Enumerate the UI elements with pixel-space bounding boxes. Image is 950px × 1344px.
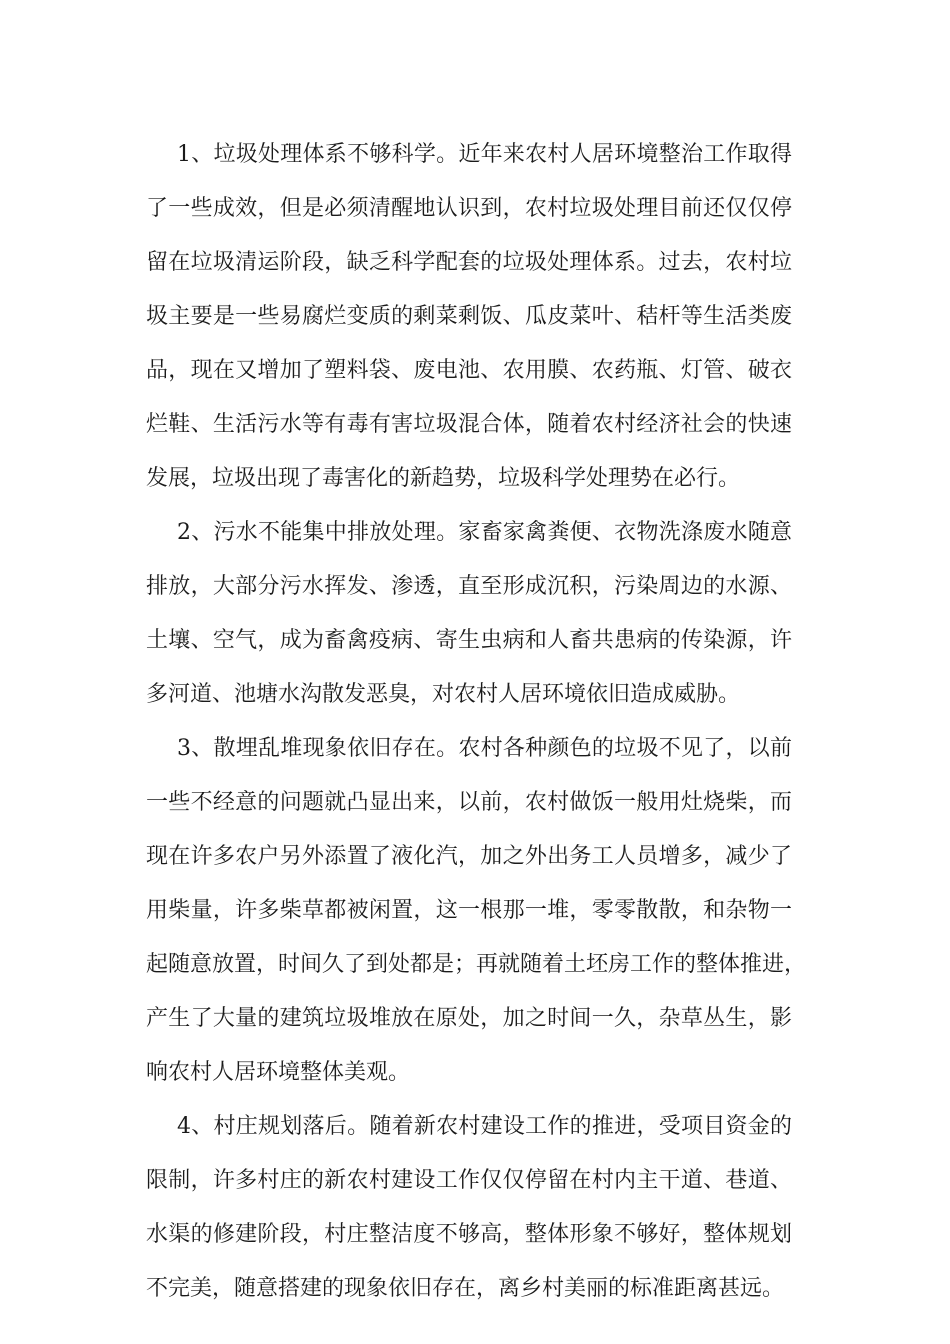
paragraph-1-line-3: 留在垃圾清运阶段，缺乏科学配套的垃圾处理体系。过去，农村垃	[146, 250, 792, 275]
paragraph-1-line-5: 品，现在又增加了塑料袋、废电池、农用膜、农药瓶、灯管、破衣	[146, 358, 792, 383]
paragraph-4-line-3: 水渠的修建阶段，村庄整洁度不够高，整体形象不够好，整体规划	[146, 1222, 792, 1247]
paragraph-3-line-2: 一些不经意的问题就凸显出来，以前，农村做饭一般用灶烧柴，而	[146, 790, 792, 815]
paragraph-3-line-5: 起随意放置，时间久了到处都是；再就随着土坯房工作的整体推进，	[146, 952, 807, 977]
paragraph-2-line-1: 2、污水不能集中排放处理。家畜家禽粪便、衣物洗涤废水随意	[177, 520, 792, 545]
paragraph-3-line-4: 用柴量，许多柴草都被闲置，这一根那一堆，零零散散，和杂物一	[146, 898, 792, 923]
paragraph-4-line-4: 不完美，随意搭建的现象依旧存在，离乡村美丽的标准距离甚远。	[146, 1276, 785, 1301]
paragraph-1-line-1: 1、垃圾处理体系不够科学。近年来农村人居环境整治工作取得	[177, 142, 792, 167]
paragraph-2-line-4: 多河道、池塘水沟散发恶臭，对农村人居环境依旧造成威胁。	[146, 682, 741, 707]
paragraph-3-line-1: 3、散埋乱堆现象依旧存在。农村各种颜色的垃圾不见了，以前	[177, 736, 792, 761]
paragraph-4-line-1: 4、村庄规划落后。随着新农村建设工作的推进，受项目资金的	[177, 1114, 792, 1139]
paragraph-3-line-6: 产生了大量的建筑垃圾堆放在原处，加之时间一久，杂草丛生，影	[146, 1006, 792, 1031]
paragraph-2-line-2: 排放，大部分污水挥发、渗透，直至形成沉积，污染周边的水源、	[146, 574, 792, 599]
paragraph-1-line-2: 了一些成效，但是必须清醒地认识到，农村垃圾处理目前还仅仅停	[146, 196, 792, 221]
paragraph-2-line-3: 土壤、空气，成为畜禽疫病、寄生虫病和人畜共患病的传染源，许	[146, 628, 792, 653]
paragraph-3-line-7: 响农村人居环境整体美观。	[146, 1060, 411, 1085]
paragraph-1-line-6: 烂鞋、生活污水等有毒有害垃圾混合体，随着农村经济社会的快速	[146, 412, 792, 437]
paragraph-4-line-2: 限制，许多村庄的新农村建设工作仅仅停留在村内主干道、巷道、	[146, 1168, 792, 1193]
paragraph-1-line-4: 圾主要是一些易腐烂变质的剩菜剩饭、瓜皮菜叶、秸杆等生活类废	[146, 304, 792, 329]
document-body	[146, 128, 806, 1316]
paragraph-3-line-3: 现在许多农户另外添置了液化汽，加之外出务工人员增多，减少了	[146, 844, 792, 869]
paragraph-1-line-7: 发展，垃圾出现了毒害化的新趋势，垃圾科学处理势在必行。	[146, 466, 741, 491]
